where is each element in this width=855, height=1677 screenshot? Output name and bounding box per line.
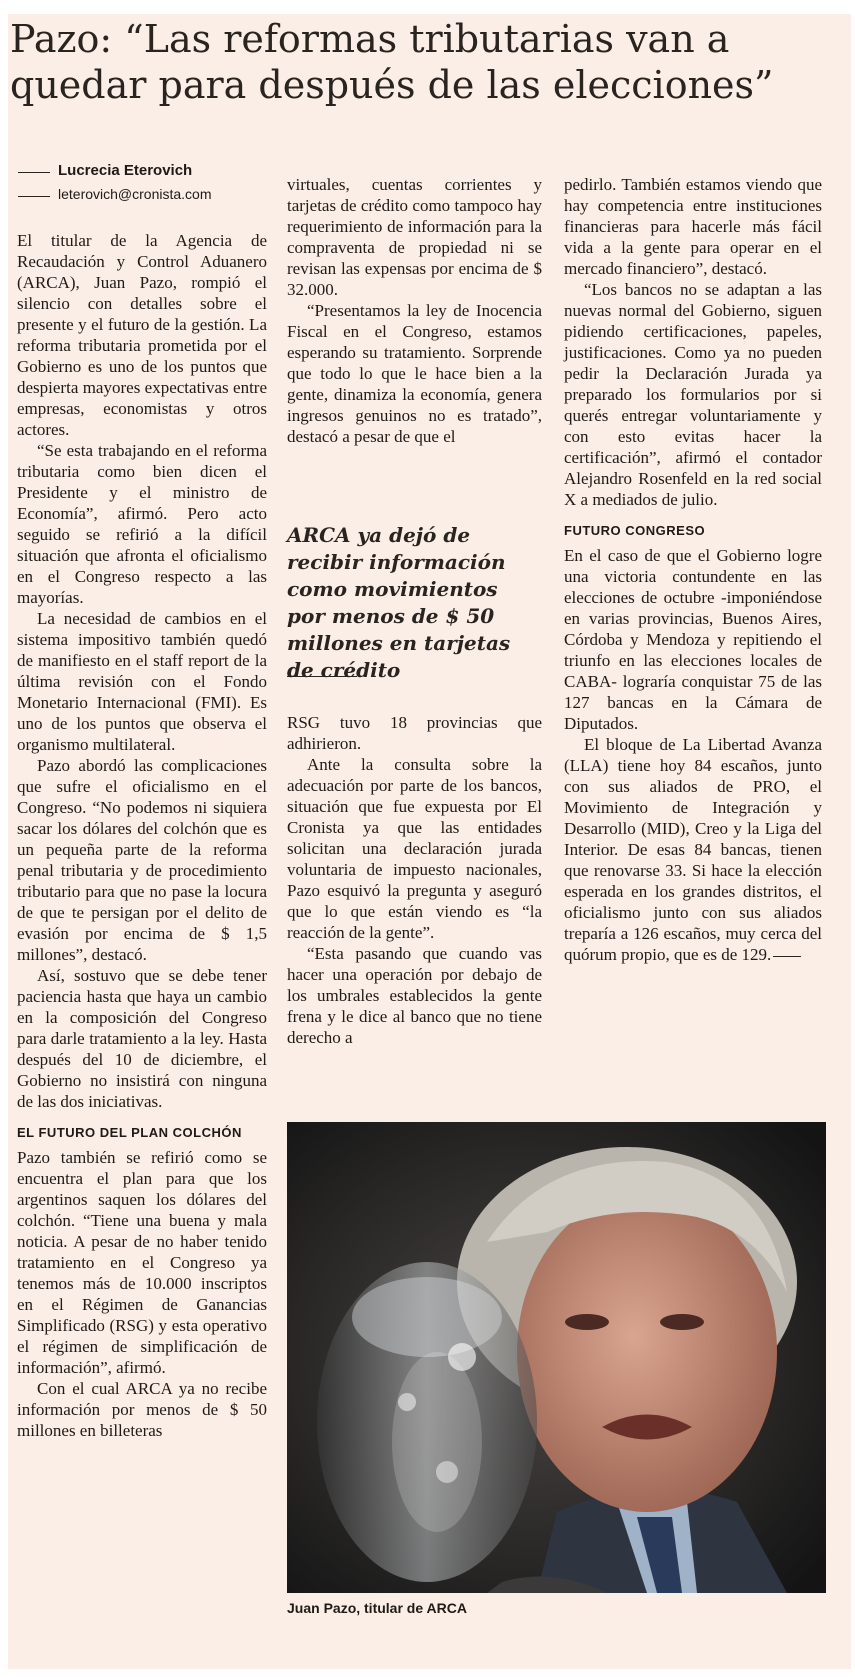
photo-juan-pazo — [287, 1122, 826, 1593]
paragraph: “Los bancos no se adaptan a las nuevas normal del Gobierno, siguen pidiendo certificaciones, papeles, justificaciones. Como ya no pueden pedir la Declaración Jurada ya preparado los formularios por si querés entregar voluntariamente y con esto evitas hacer la certificación”, afirmó el contador Alejandro Rosenfeld en la red social X a mediados de julio. — [564, 280, 822, 509]
portrait-illustration — [287, 1122, 826, 1593]
photo-caption: Juan Pazo, titular de ARCA — [287, 1600, 467, 1616]
byline-rule — [18, 172, 50, 173]
column-2-bottom — [287, 712, 542, 1048]
paragraph: Pazo abordó las complicaciones que sufre el oficialismo en el Congreso. “No podemos ni siquiera sacar los dólares del colchón que es un pequeña parte de la reforma penal tributaria y de procedimiento tributario para que no pase la locura de que te persigan por el delito de evasión por encima de $ 1,5 millones”, destacó. — [17, 756, 267, 964]
pull-quote: ARCA ya dejó de recibir información como movimientos por menos de $ 50 millones en tarjetas de crédito — [287, 523, 511, 682]
column-1 — [17, 230, 267, 1441]
paragraph: La necesidad de cambios en el sistema impositivo también quedó de manifiesto en el staff report de la última revisión con el Fondo Monetario Internacional (FMI). Es uno de los puntos que observa el organismo multilateral. — [17, 609, 267, 754]
author-name: Lucrecia Eterovich — [58, 161, 193, 179]
end-mark — [773, 956, 801, 957]
paragraph: “Esta pasando que cuando vas hacer una operación por debajo de los umbrales establecidos la gente frena y le dice al banco que no tiene derecho a — [287, 944, 542, 1047]
byline-rule — [18, 196, 50, 197]
column-2-top — [287, 174, 542, 447]
section-heading: FUTURO CONGRESO — [564, 523, 706, 538]
headline: Pazo: “Las reformas tributarias van a quedar para después de las elecciones” — [10, 17, 774, 107]
paragraph: pedirlo. También estamos viendo que hay competencia entre instituciones financieras para hacerle más fácil vida a la gente para operar en el mercado financiero”, destacó. — [564, 175, 822, 278]
paragraph: virtuales, cuentas corrientes y tarjetas de crédito como tampoco hay requerimiento de información para la compraventa de propiedad ni se revisan las expensas por encima de $ 32.000. — [287, 175, 542, 299]
paragraph: Con el cual ARCA ya no recibe información por menos de $ 50 millones en billeteras — [17, 1379, 267, 1440]
pull-quote-rule — [287, 676, 357, 677]
section-heading: EL FUTURO DEL PLAN COLCHÓN — [17, 1125, 242, 1140]
byline — [18, 158, 278, 206]
paragraph: “Presentamos la ley de Inocencia Fiscal en el Congreso, estamos esperando su tratamiento. Sorprende que todo lo que le hace bien a la gente, dinamiza la economía, genera ingresos genuinos no es tratado”, destacó a pesar de que el — [287, 301, 542, 446]
paragraph: Así, sostuvo que se debe tener paciencia hasta que haya un cambio en la composición del Congreso para darle tratamiento a la ley. Hasta después del 10 de diciembre, el Gobierno no insistirá con ninguna de las dos iniciativas. — [17, 966, 267, 1111]
paragraph: RSG tuvo 18 provincias que adhirieron. — [287, 713, 542, 753]
author-email[interactable]: leterovich@cronista.com — [58, 186, 212, 202]
paragraph: Ante la consulta sobre la adecuación por parte de los bancos, situación que fue expuesta por El Cronista ya que las entidades solicitan una declaración jurada voluntaria de impuesto nacionales, Pazo esquivó la pregunta y aseguró que lo que están viendo es “la reacción de la gente”. — [287, 755, 542, 942]
paragraph: En el caso de que el Gobierno logre una victoria contundente en las elecciones de octubre -imponiéndose en varias provincias, Buenos Aires, Córdoba y Mendoza y repitiendo el triunfo en las elecciones locales de CABA- lograría conquistar 75 de las 127 bancas en la Cámara de Diputados. — [564, 546, 822, 733]
paragraph-text: El bloque de La Libertad Avanza (LLA) tiene hoy 84 escaños, junto con sus aliados de PRO, el Movimiento de Integración y Desarrollo (MID), Creo y la Liga del Interior. De esas 84 bancas, tienen que renovarse 33. Si hace la elección esperada en los grandes distritos, el oficialismo junto con sus aliados treparía a 126 escaños, muy cerca del quórum propio, que es de 129. — [564, 735, 822, 964]
paragraph: Pazo también se refirió como se encuentra el plan para que los argentinos saquen los dólares del colchón. “Tiene una buena y mala noticia. A pesar de no haber tenido tratamiento en el Congreso ya tenemos más de 10.000 inscriptos en el Régimen de Ganancias Simplificado (RSG) y esta operativo el régimen de simplificación de información”, afirmó. — [17, 1148, 267, 1377]
paragraph: El titular de la Agencia de Recaudación y Control Aduanero (ARCA), Juan Pazo, rompió el silencio con detalles sobre el presente y el futuro de la gestión. La reforma tributaria prometida por el Gobierno es uno de los puntos que despierta mayores expectativas entre empresas, economistas y otros actores. — [17, 231, 267, 439]
paragraph — [564, 734, 822, 965]
paragraph: “Se esta trabajando en el reforma tributaria como bien dicen el Presidente y el ministro de Economía”, afirmó. Pero acto seguido se refirió a la difícil situación que afronta el oficialismo en el Congreso respecto a las mayorías. — [17, 441, 267, 607]
column-3 — [564, 174, 822, 965]
